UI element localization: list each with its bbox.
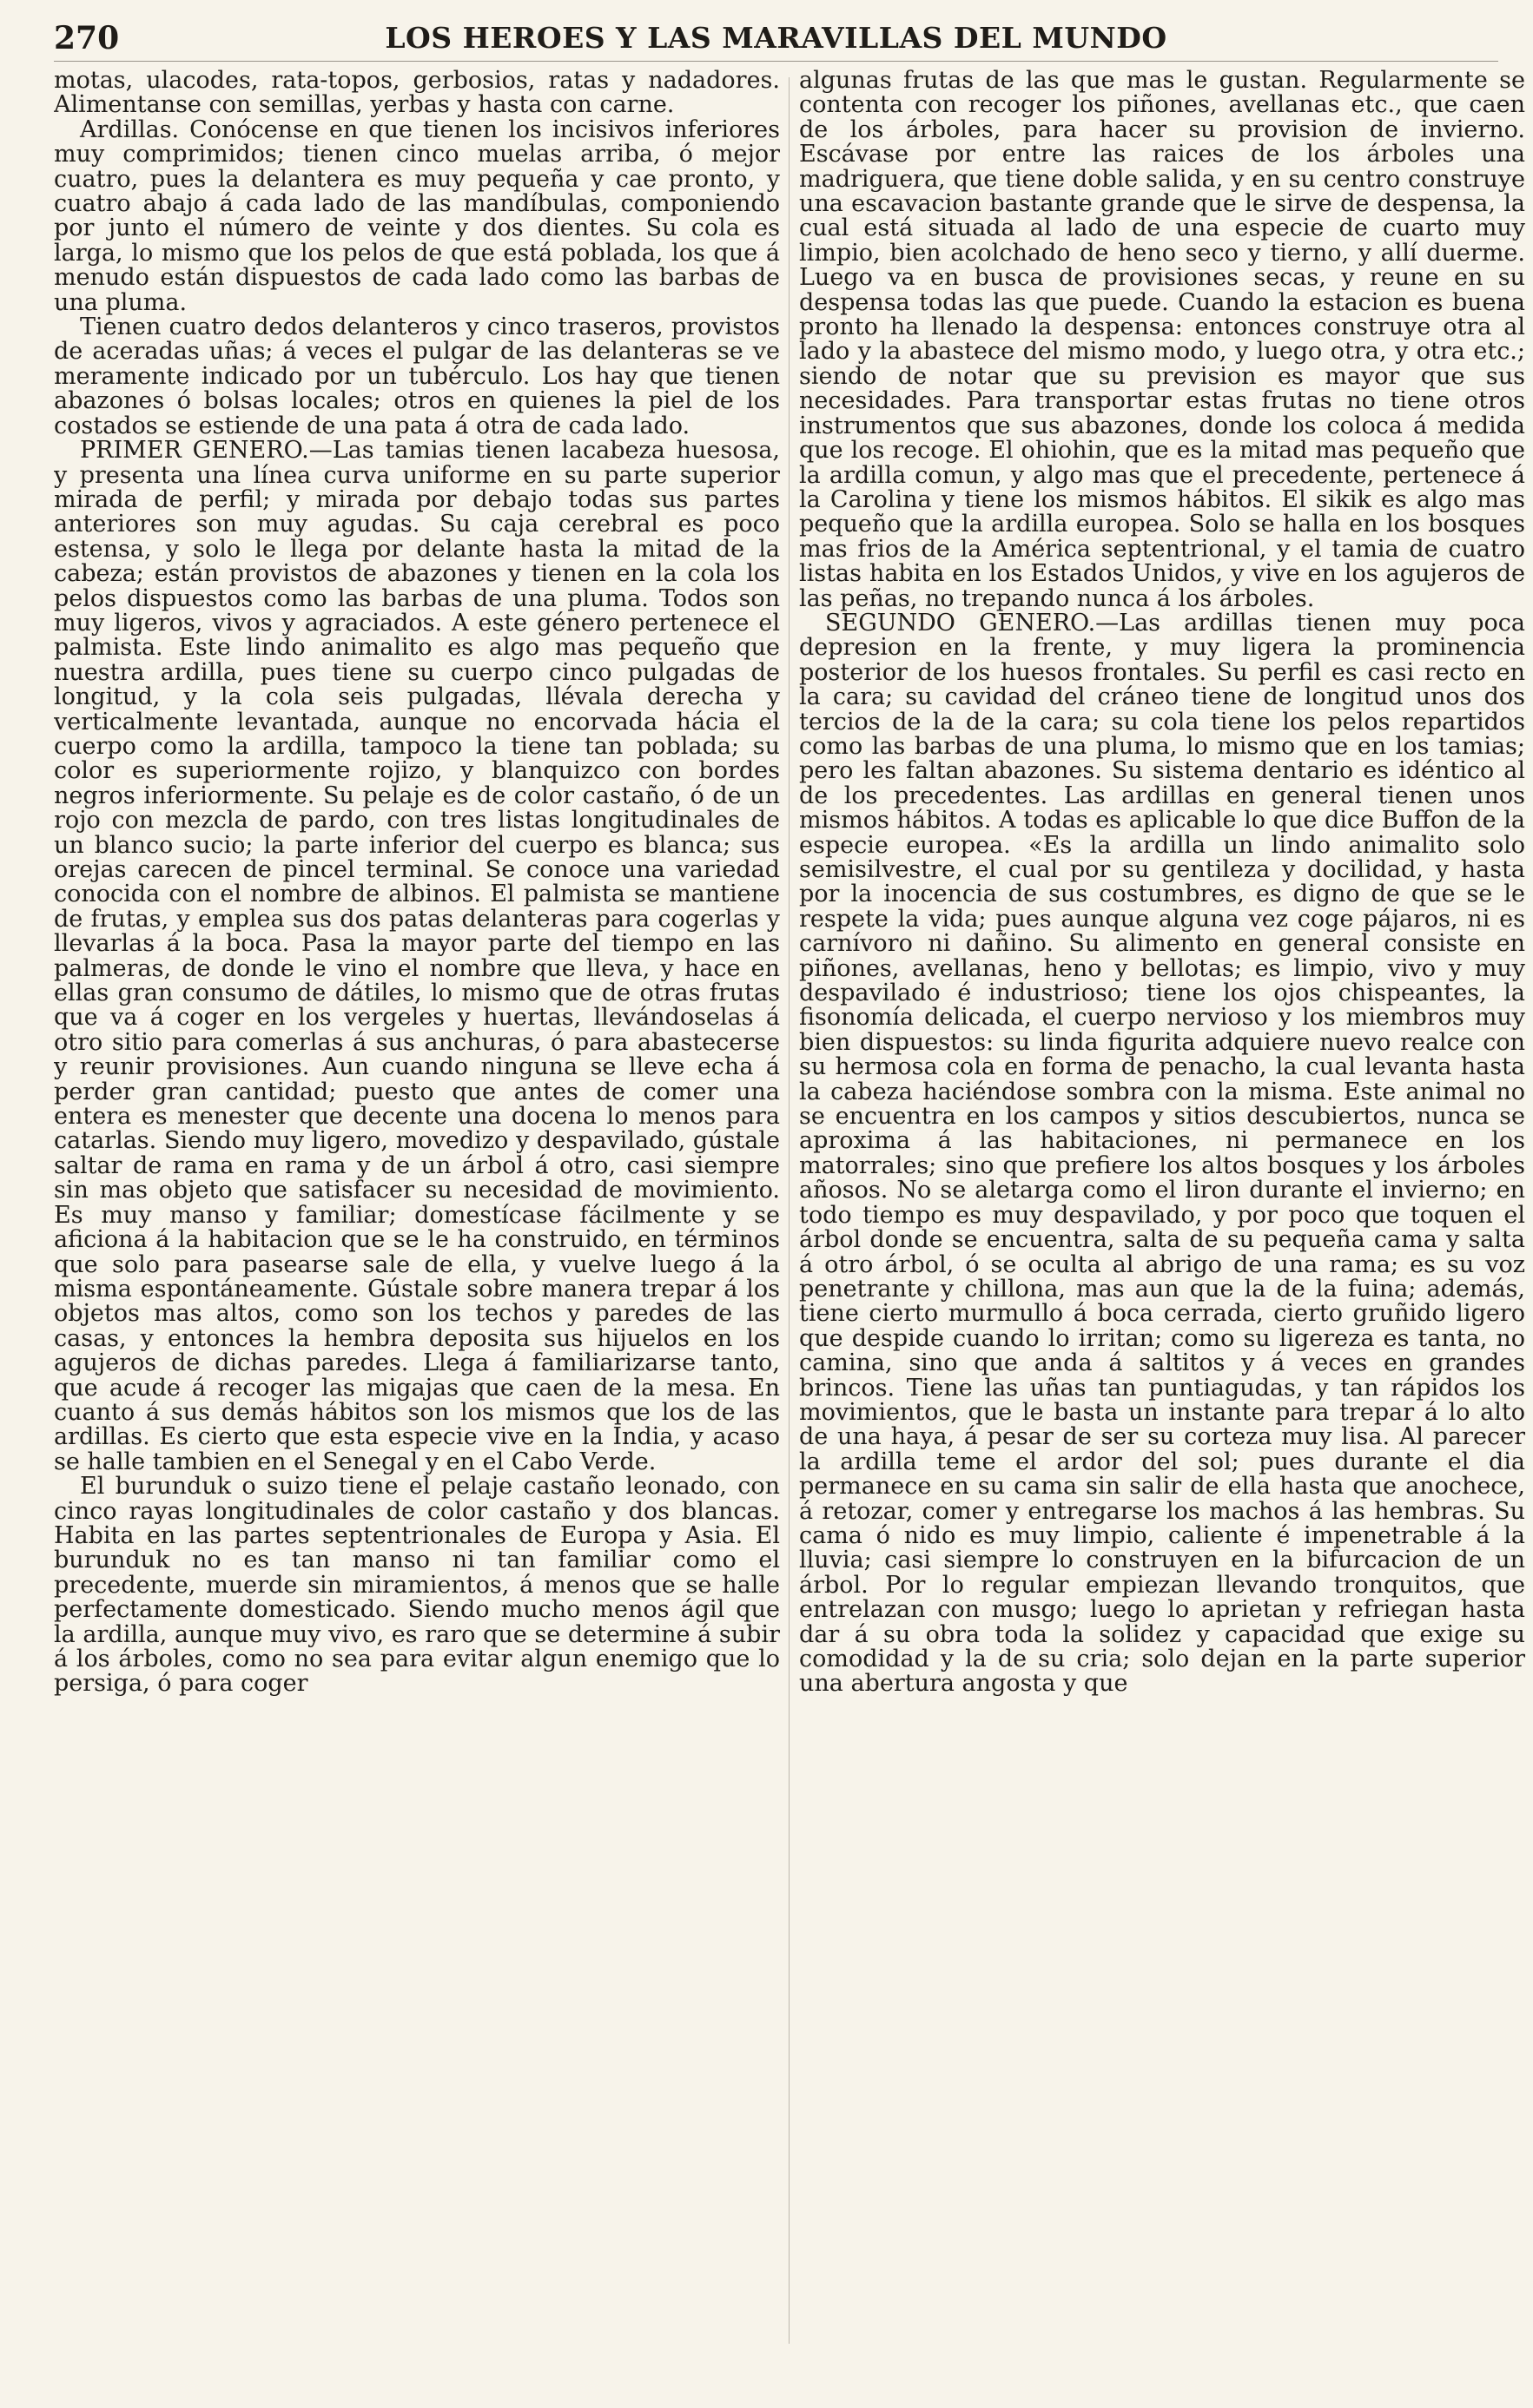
paragraph: Ardillas. Conócense en que tienen los incisivos inferiores muy comprimidos; tienen cinco muelas arriba, ó mejor cuatro, pues la delantera es muy pequeña y cae pronto, y cuatro abajo á cada lado de las mandíbulas, componiendo por junto el número de veinte y dos dientes. Su cola es larga, lo mismo que los pelos de que está poblada, los que á menudo están dispuestos de cada lado como las barbas de una pluma.	[54, 115, 780, 316]
right-column	[799, 69, 1525, 2361]
paragraph: PRIMER GENERO.—Las tamias tienen lacabeza huesosa, y presenta una línea curva uniforme en su parte superior mirada de perfil; y mirada por debajo todas sus partes anteriores son muy agudas. Su caja cerebral es poco estensa, y solo le llega por delante hasta la mitad de la cabeza; están provistos de abazones y tienen en la cola los pelos dispuestos como las barbas de una pluma. Todos son muy ligeros, vivos y agraciados. A este género pertenece el palmista. Este lindo animalito es algo mas pequeño que nuestra ardilla, pues tiene su cuerpo cinco pulgadas de longitud, y la cola seis pulgadas, llévala derecha y verticalmente levantada, aunque no encorvada hácia el cuerpo como la ardilla, tampoco la tiene tan poblada; su color es superiormente rojizo, y blanquizco con bordes negros inferiormente. Su pelaje es de color castaño, ó de un rojo con mezcla de pardo, con tres listas longitudinales de un blanco sucio; la parte inferior del cuerpo es blanca; sus orejas carecen de pincel terminal. Se conoce una variedad conocida con el nombre de albinos. El palmista se mantiene de frutas, y emplea sus dos patas delanteras para cogerlas y llevarlas á la boca. Pasa la mayor parte del tiempo en las palmeras, de donde le vino el nombre que lleva, y hace en ellas gran consumo de dátiles, lo mismo que de otras frutas que va á coger en los vergeles y huertas, llevándoselas á otro sitio para comerlas á sus anchuras, ó para abastecerse y reunir provisiones. Aun cuando ninguna se lleve echa á perder gran cantidad; puesto que antes de comer una entera es menester que decente una docena lo menos para catarlas. Siendo muy ligero, movedizo y despavilado, gústale saltar de rama en rama y de un árbol á otro, casi siempre sin mas objeto que satisfacer su necesidad de movimiento. Es muy manso y familiar; domestícase fácilmente y se aficiona á la habitacion que se le ha construido, en términos que solo para pasearse sale de ella, y vuelve luego á la misma espontáneamente. Gústale sobre manera trepar á los objetos mas altos, como son los techos y paredes de las casas, y entonces la hembra deposita sus hijuelos en los agujeros de dichas paredes. Llega á familiarizarse tanto, que acude á recoger las migajas que caen de la mesa. En cuanto á sus demás hábitos son los mismos que los de las ardillas. Es cierto que esta especie vive en la India, y acaso se halle tambien en el Senegal y en el Cabo Verde.	[54, 437, 780, 1475]
left-column	[54, 69, 780, 2361]
running-title: LOS HEROES Y LAS MARAVILLAS DEL MUNDO	[385, 21, 1167, 55]
text-columns	[54, 69, 1525, 2361]
column-divider	[789, 77, 790, 2344]
paragraph: El burunduk o suizo tiene el pelaje castaño leonado, con cinco rayas longitudinales de color castaño y dos blancas. Habita en las partes septentrionales de Europa y Asia. El burunduk no es tan manso ni tan familiar como el precedente, muerde sin miramientos, á menos que se halle perfectamente domesticado. Siendo mucho menos ágil que la ardilla, aunque muy vivo, es raro que se determine á subir á los árboles, como no sea para evitar algun enemigo que lo persiga, ó para coger	[54, 1473, 780, 1698]
paragraph: SEGUNDO GENERO.—Las ardillas tienen muy poca depresion en la frente, y muy ligera la prominencia posterior de los huesos frontales. Su perfil es casi recto en la cara; su cavidad del cráneo tiene de longitud unos dos tercios de la de la cara; su cola tiene los pelos repartidos como las barbas de una pluma, lo mismo que en los tamias; pero les faltan abazones. Su sistema dentario es idéntico al de los precedentes. Las ardillas en general tienen unos mismos hábitos. A todas es aplicable lo que dice Buffon de la especie europea. «Es la ardilla un lindo animalito solo semisilvestre, el cual por su gentileza y docilidad, y hasta por la inocencia de sus costumbres, es digno de que se le respete la vida; pues aunque alguna vez coge pájaros, ni es carnívoro ni dañino. Su alimento en general consiste en piñones, avellanas, heno y bellotas; es limpio, vivo y muy despavilado é industrioso; tiene los ojos chispeantes, la fisonomía delicada, el cuerpo nervioso y los miembros muy bien dispuestos: su linda figurita adquiere nuevo realce con su hermosa cola en forma de penacho, la cual levanta hasta la cabeza haciéndose sombra con la misma. Este animal no se encuentra en los campos y sitios descubiertos, nunca se aproxima á las habitaciones, ni permanece en los matorrales; sino que prefiere los altos bosques y los árboles añosos. No se aletarga como el liron durante el invierno; en todo tiempo es muy despavilado, y por poco que toquen el árbol donde se encuentra, salta de su pequeña cama y salta á otro árbol, ó se oculta al abrigo de una rama; es su voz penetrante y chillona, mas aun que la de la fuina; además, tiene cierto murmullo á boca cerrada, cierto gruñido ligero que despide cuando lo irritan; como su ligereza es tanta, no camina, sino que anda á saltitos y á veces en grandes brincos. Tiene las uñas tan puntiagudas, y tan rápidos los movimientos, que le basta un instante para trepar á lo alto de una haya, á pesar de ser su corteza muy lisa. Al parecer la ardilla teme el ardor del sol; pues durante el dia permanece en su cama sin salir de ella hasta que anochece, á retozar, comer y entregarse los machos á las hembras. Su cama ó nido es muy limpio, caliente é impenetrable á la lluvia; casi siempre lo construyen en la bifurcacion de un árbol. Por lo regular empiezan llevando tronquitos, que entrelazan con musgo; luego lo aprietan y refriegan hasta dar á su obra toda la solidez y capacidad que exige su comodidad y la de su cria; solo dejan en la parte superior una abertura angosta y que	[799, 609, 1525, 1698]
paragraph: algunas frutas de las que mas le gustan. Regularmente se contenta con recoger los piñones, avellanas etc., que caen de los árboles, para hacer su provision de invierno. Escávase por entre las raices de los árboles una madriguera, que tiene doble salida, y en su centro construye una escavacion bastante grande que le sirve de despensa, la cual está situada al lado de una especie de cuarto muy limpio, bien acolchado de heno seco y tierno, y allí duerme. Luego va en busca de provisiones secas, y reune en su despensa todas las que puede. Cuando la estacion es buena pronto ha llenado la despensa: entonces construye otra al lado y la abastece del mismo modo, y luego otra, y otra etc.; siendo de notar que su prevision es mayor que sus necesidades. Para transportar estas frutas no tiene otros instrumentos que sus abazones, donde los coloca á medida que los recoge. El ohiohin, que es la mitad mas pequeño que la ardilla comun, y algo mas que el precedente, pertenece á la Carolina y tiene los mismos hábitos. El sikik es algo mas pequeño que la ardilla europea. Solo se halla en los bosques mas frios de la América septentrional, y el tamia de cuatro listas habita en los Estados Unidos, y vive en los agujeros de las peñas, no trepando nunca á los árboles.	[799, 69, 1525, 612]
paragraph: Tienen cuatro dedos delanteros y cinco traseros, provistos de aceradas uñas; á veces el pulgar de las delanteras se ve meramente indicado por un tubérculo. Los hay que tienen abazones ó bolsas locales; otros en quienes la piel de los costados se estiende de una pata á otra de cada lado.	[54, 313, 780, 439]
page-header	[54, 19, 1498, 62]
paragraph: motas, ulacodes, rata-topos, gerbosios, ratas y nadadores. Alimentanse con semillas, yerbas y hasta con carne.	[54, 69, 780, 119]
page-number: 270	[54, 20, 120, 56]
